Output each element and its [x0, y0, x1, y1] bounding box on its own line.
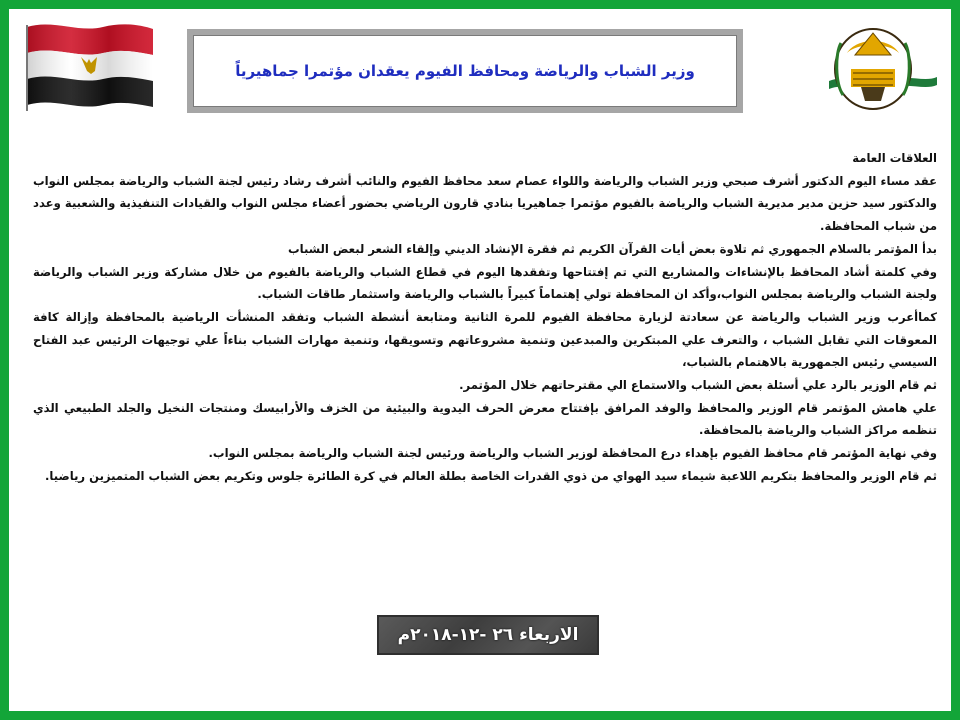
title-box	[187, 29, 743, 113]
article-paragraph: ثم قام الوزير والمحافظ بتكريم اللاعبة شيماء سيد الهواي من ذوي القدرات الخاصة بطلة العالم في كرة الطائرة جلوس وتكريم بعض الشباب المتميزين رياضيا.	[45, 468, 937, 483]
article-paragraph: كماأعرب وزير الشباب والرياضة عن سعادتة لزيارة محافظة الفيوم للمرة الثانية ومتابعة أنشطة الشباب وتفقد المنشأت الرياضية بالمحافظة وإزالة كافة المعوقات التي تقابل الشباب ، والتعرف علي المبتكرين والمبدعين وتنمية مشروعاتهم وتسويقها، وتنمية مهارات الشباب بناءاً علي توجيهات الرئيس عبد الفتاح السيسي رئيس الجمهورية بالاهتمام بالشباب،	[33, 309, 937, 370]
date-box	[377, 615, 599, 655]
article-paragraph: عقد مساء اليوم الدكتور أشرف صبحي وزير الشباب والرياضة واللواء عصام سعد محافظ الفيوم والنائب أشرف رشاد رئيس لجنة الشباب والرياضة بمجلس النواب والدكتور سيد حزين مدير مديرية الشباب والرياضة بالفيوم مؤتمرا جماهيريا بنادي قارون الرياضي بحضور أعضاء مجلس النواب والقيادات التنفيذية والشعبية وعدد من شباب المحافظة.	[33, 173, 937, 234]
article-paragraph: ثم قام الوزير بالرد علي أسئلة بعض الشباب والاستماع الي مقترحاتهم خلال المؤتمر.	[459, 378, 937, 393]
date-label: الاربعاء ٢٦ -١٢-٢٠١٨م	[397, 625, 579, 645]
article-paragraph: بدأ المؤتمر بالسلام الجمهوري ثم تلاوة بعض أيات القرآن الكريم ثم فقرة الإنشاد الديني وإلقاء الشعر لبعض الشباب	[287, 241, 937, 256]
fayoum-governorate-logo-icon	[827, 23, 939, 115]
article-paragraph: علي هامش المؤتمر قام الوزير والمحافظ والوفد المرافق بإفتتاح معرض الحرف اليدوية والبيئية من الخزف والأرابيسك ومنتجات النخيل والجلد الطبيعي الذي تنظمه مراكز الشباب والرياضة بالمحافظة.	[33, 400, 937, 438]
page-title: وزير الشباب والرياضة ومحافظ الفيوم يعقدان مؤتمرا جماهيرياً	[235, 62, 695, 80]
article-paragraph: وفي نهاية المؤتمر قام محافظ الفيوم بإهداء درع المحافظة لوزير الشباب والرياضة ورئيس لجنة الشباب والرياضة بمجلس النواب.	[208, 446, 937, 461]
department-label: العلاقات العامة	[852, 151, 937, 165]
article-body	[33, 147, 937, 488]
article-paragraph: وفي كلمتة أشاد المحافظ بالإنشاءات والمشاريع التي تم إفتتاحها وتفقدها اليوم في قطاع الشباب والرياضة بالفيوم من خلال مشاركة وزير الشباب والرياضة ولجنة الشباب والرياضة بمجلس النواب،وأكد ان المحافظة تولي إهتماماً كبيراً بالشباب والرياضة واستثمار طاقات الشباب.	[33, 264, 937, 302]
title-inner	[193, 35, 737, 107]
egypt-flag-icon	[23, 19, 157, 115]
